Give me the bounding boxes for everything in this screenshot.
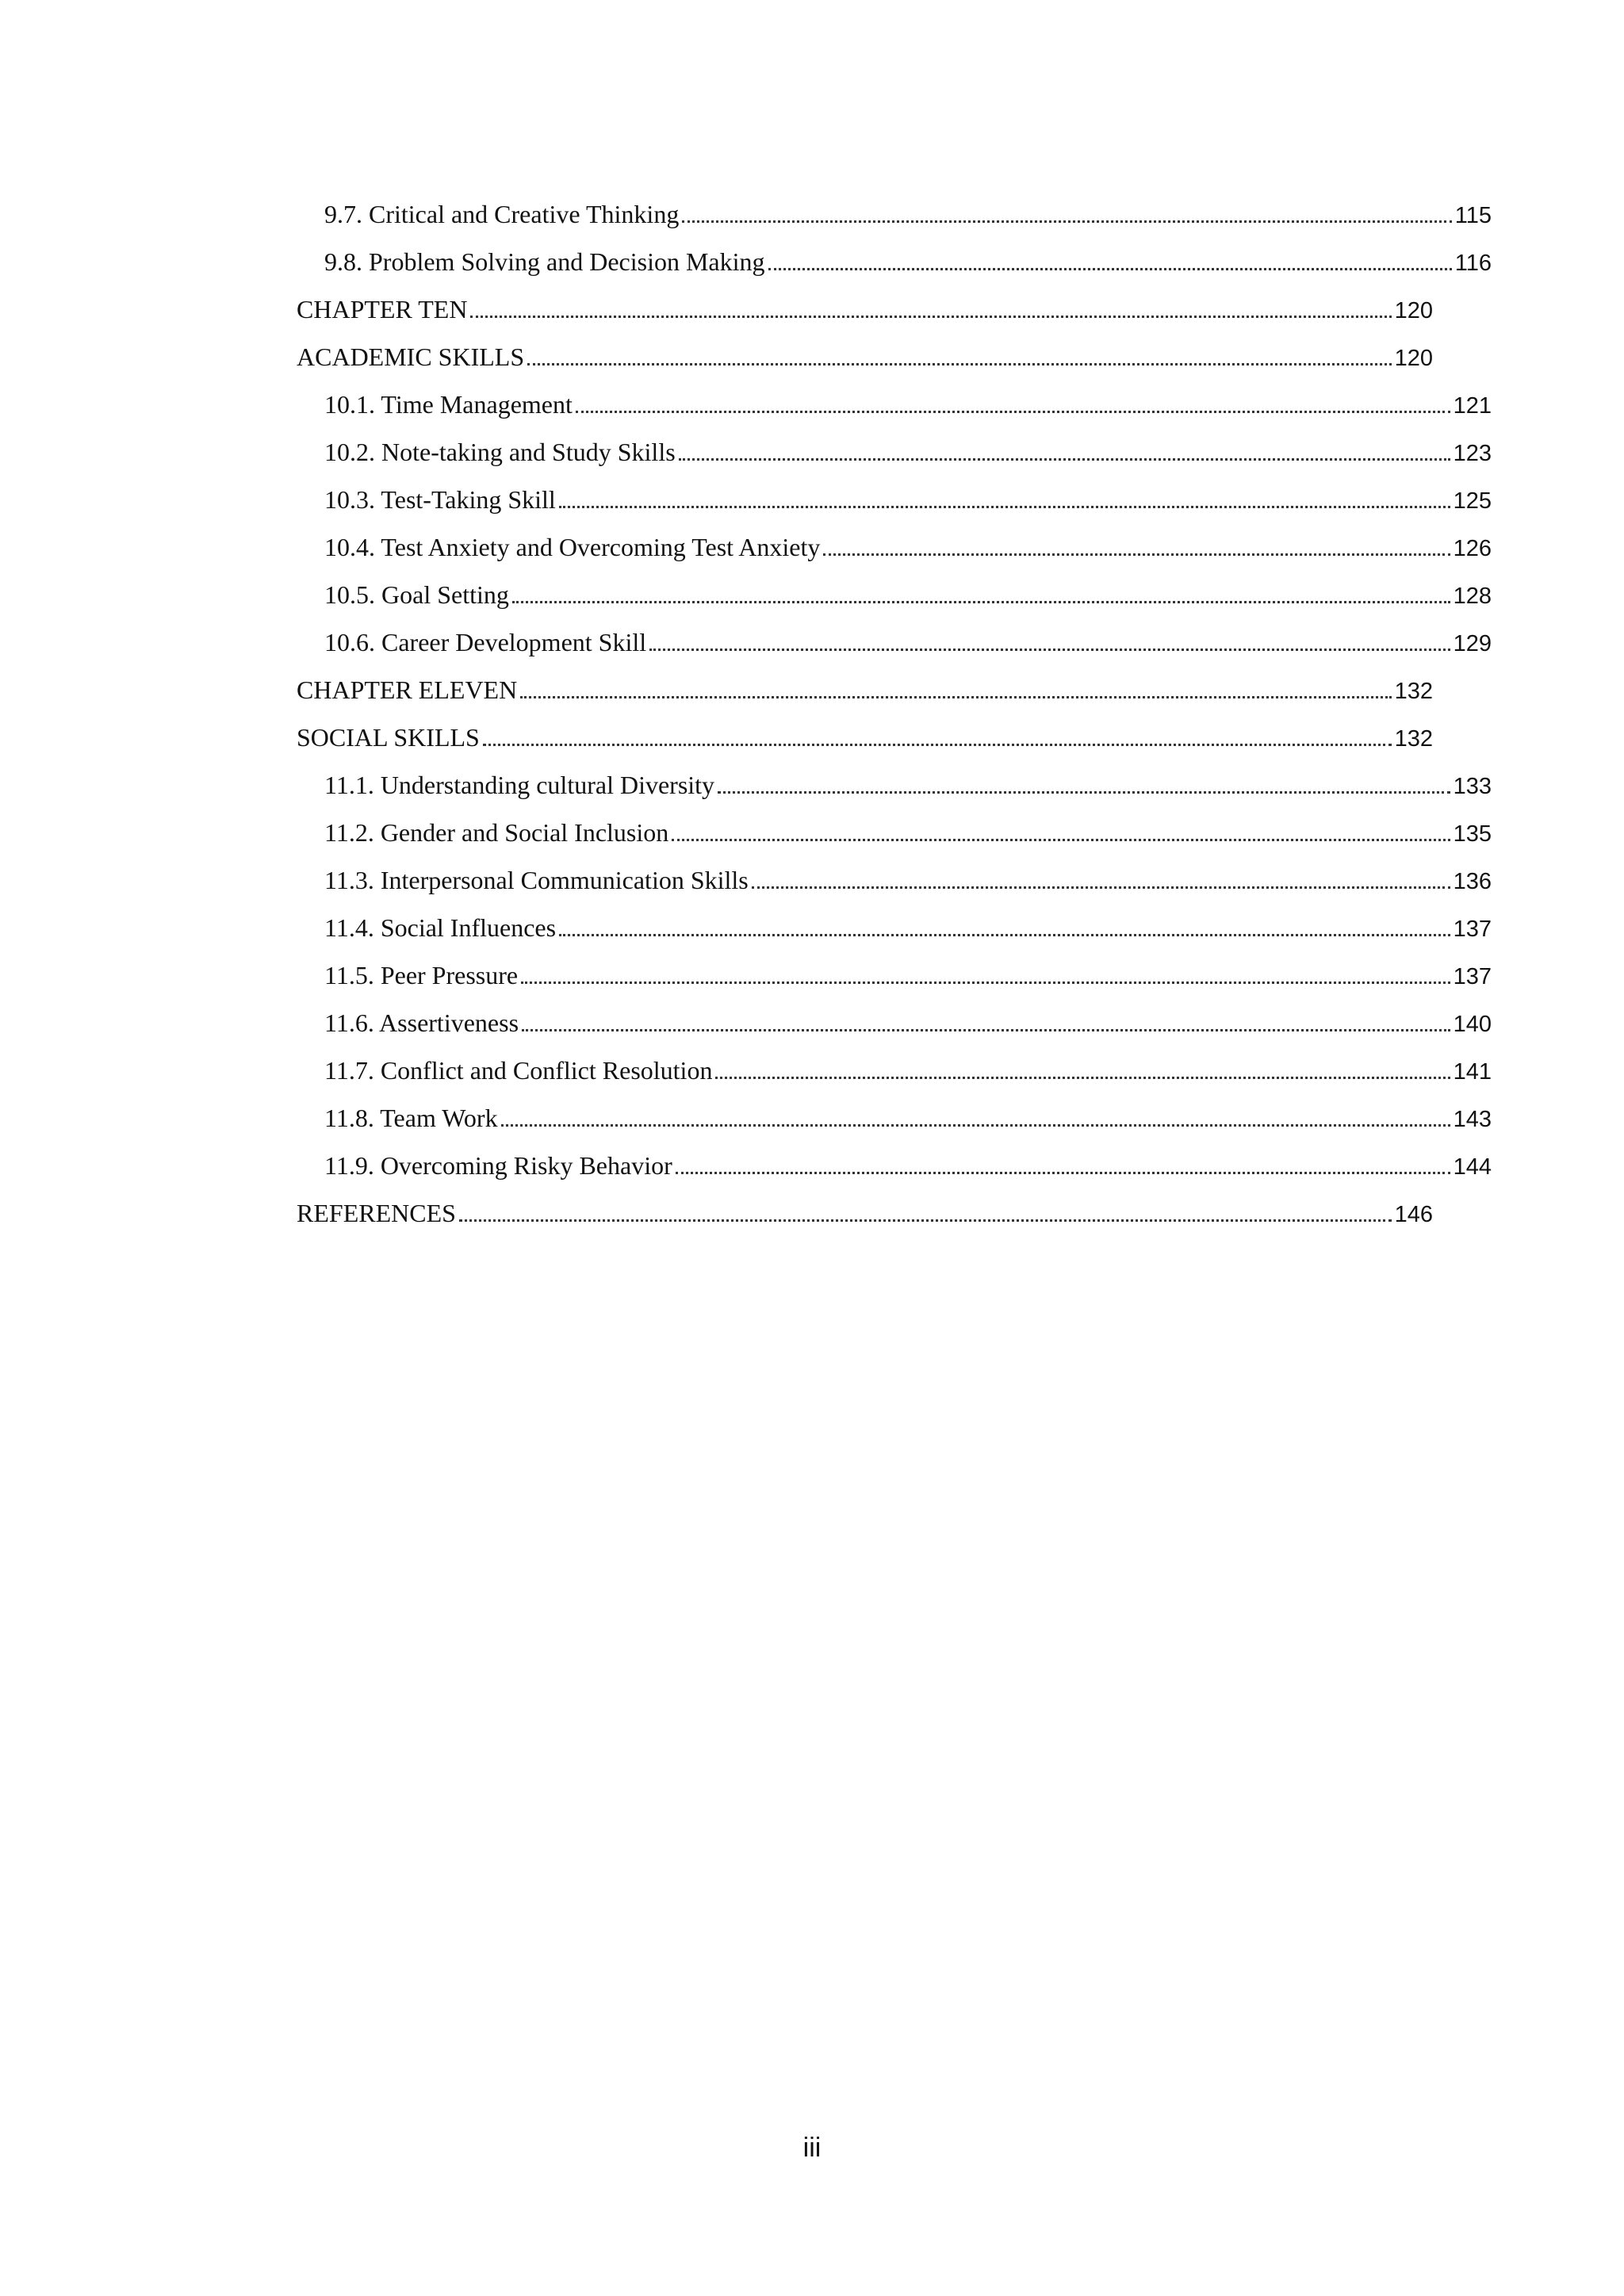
toc-entry[interactable] [324,244,1492,292]
toc-entry-page: 137 [1453,964,1492,989]
dot-leader [512,577,1450,603]
toc-entry-title: 11.4. Social Influences [324,913,557,942]
toc-entry-title: 11.5. Peer Pressure [324,961,519,989]
dot-leader [520,672,1391,698]
toc-entry-page: 123 [1453,441,1492,466]
toc-entry[interactable] [297,672,1433,720]
dot-leader [522,1005,1450,1031]
table-of-contents [0,197,1624,1243]
toc-entry-page: 125 [1453,488,1492,514]
toc-entry[interactable] [324,910,1492,958]
dot-leader [672,815,1450,841]
dot-leader [715,1053,1450,1079]
toc-entry[interactable] [297,339,1433,387]
toc-entry[interactable] [297,720,1433,767]
toc-entry[interactable] [324,1005,1492,1053]
toc-entry-title: 10.1. Time Management [324,390,573,419]
toc-entry-title: 11.1. Understanding cultural Diversity [324,771,715,799]
toc-entry-page: 143 [1453,1107,1492,1132]
toc-entry-page: 132 [1394,726,1433,752]
toc-entry[interactable] [324,434,1492,482]
toc-entry-title: 9.8. Problem Solving and Decision Making [324,247,765,276]
dot-leader [682,197,1451,223]
toc-entry-title: 11.3. Interpersonal Communication Skills [324,866,749,894]
dot-leader [459,1196,1392,1222]
toc-entry[interactable] [297,1196,1433,1243]
toc-entry-page: 141 [1453,1059,1492,1085]
toc-entry-page: 146 [1394,1202,1433,1227]
toc-entry-page: 115 [1454,203,1492,228]
dot-leader [768,244,1452,270]
dot-leader [527,339,1391,365]
toc-entry-page: 128 [1453,584,1492,609]
toc-entry-title: ACADEMIC SKILLS [297,342,525,371]
toc-entry-page: 133 [1453,774,1492,799]
toc-entry-page: 120 [1394,346,1433,371]
dot-leader [501,1100,1450,1127]
dot-leader [676,1148,1450,1174]
toc-entry[interactable] [324,863,1492,910]
toc-entry[interactable] [324,1100,1492,1148]
toc-entry-title: 11.9. Overcoming Risky Behavior [324,1151,672,1180]
toc-entry[interactable] [324,958,1492,1005]
dot-leader [718,767,1450,794]
toc-entry-title: REFERENCES [297,1199,456,1227]
dot-leader [823,530,1450,556]
toc-entry-title: 11.8. Team Work [324,1104,498,1132]
toc-entry[interactable] [324,197,1492,244]
toc-entry-title: 10.5. Goal Setting [324,580,509,609]
toc-entry-title: 11.2. Gender and Social Inclusion [324,818,669,847]
toc-entry[interactable] [324,625,1492,672]
dot-leader [559,482,1450,508]
toc-entry-title: 10.4. Test Anxiety and Overcoming Test Anxiety [324,533,821,561]
toc-entry-title: CHAPTER TEN [297,295,468,323]
toc-entry[interactable] [324,1053,1492,1100]
toc-entry[interactable] [324,815,1492,863]
toc-entry-page: 144 [1453,1154,1492,1180]
toc-entry-title: 11.6. Assertiveness [324,1008,519,1037]
toc-entry[interactable] [324,482,1492,530]
dot-leader [483,720,1392,746]
toc-entry-page: 129 [1453,631,1492,656]
toc-entry-title: 11.7. Conflict and Conflict Resolution [324,1056,713,1085]
toc-entry-page: 135 [1453,821,1492,847]
dot-leader [752,863,1450,889]
toc-entry-page: 121 [1453,393,1492,419]
dot-leader [559,910,1450,936]
dot-leader [576,387,1450,413]
toc-entry[interactable] [324,1148,1492,1196]
dot-leader [521,958,1450,984]
toc-entry[interactable] [297,292,1433,339]
toc-entry-page: 116 [1454,251,1492,276]
toc-entry-page: 136 [1453,869,1492,894]
toc-entry[interactable] [324,767,1492,815]
toc-entry[interactable] [324,577,1492,625]
toc-entry[interactable] [324,387,1492,434]
toc-entry-title: 10.2. Note-taking and Study Skills [324,438,676,466]
toc-entry-page: 132 [1394,679,1433,704]
toc-entry-page: 120 [1394,298,1433,323]
dot-leader [649,625,1450,651]
toc-entry-page: 137 [1453,916,1492,942]
toc-entry-title: SOCIAL SKILLS [297,723,480,752]
toc-entry-page: 126 [1453,536,1492,561]
toc-entry-title: CHAPTER ELEVEN [297,675,518,704]
toc-entry-page: 140 [1453,1012,1492,1037]
dot-leader [470,292,1391,318]
toc-entry-title: 10.3. Test-Taking Skill [324,485,556,514]
toc-entry-title: 10.6. Career Development Skill [324,628,647,656]
page-number: iii [802,2133,822,2163]
toc-entry-title: 9.7. Critical and Creative Thinking [324,200,680,228]
toc-entry[interactable] [324,530,1492,577]
dot-leader [679,434,1450,461]
